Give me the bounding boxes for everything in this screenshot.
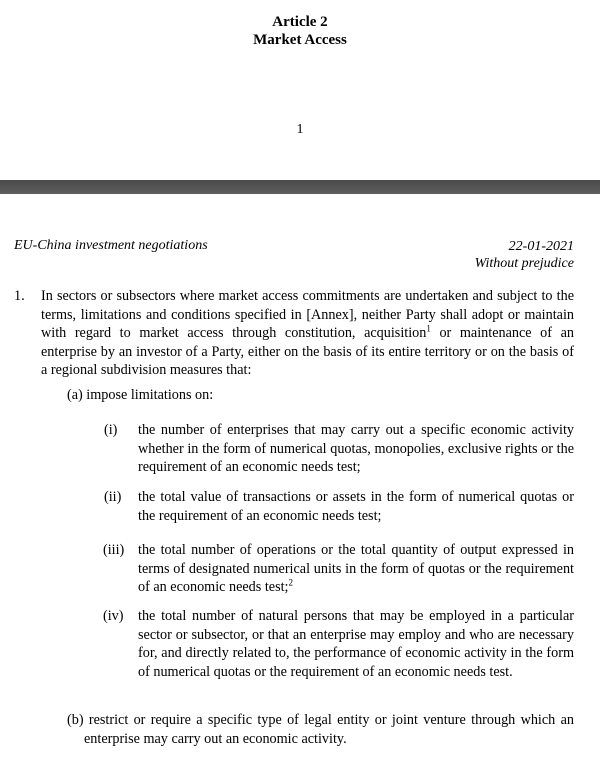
header-left: EU-China investment negotiations — [14, 238, 208, 253]
sub-a-text: (a) impose limitations on: — [67, 387, 214, 403]
item-ii-text: the total value of transactions or assets in the form of numerical quotas or the requirement of an economic needs test; — [138, 489, 574, 524]
footnote-ref-1: 1 — [426, 323, 431, 334]
sub-b-text — [67, 711, 574, 748]
item-i-marker: (i) — [104, 422, 118, 438]
item-iv-marker: (iv) — [103, 608, 124, 624]
item-i-text: the number of enterprises that may carry out a specific economic activity whether in the form of numerical quotas, monopolies, exclusive rights or the requirement of an economic needs test; — [138, 422, 574, 475]
article-subtitle: Market Access — [253, 32, 347, 48]
header-note: Without prejudice — [474, 256, 574, 271]
item-iii-body: the total number of operations or the total quantity of output expressed in terms of designated numerical units in the form of quotas or the requirement of an economic needs test; — [138, 542, 574, 595]
page-top — [0, 0, 600, 180]
item-iv-text: the total number of natural persons that may be employed in a particular sector or subsector, or that an enterprise may employ and who are necessary for, and directly related to, the performance of economic activity in the form of numerical quotas or the requirement of an economic needs test. — [138, 608, 574, 680]
item-iii-text — [138, 541, 574, 597]
para1-text — [41, 287, 574, 380]
page-break-divider — [0, 180, 600, 194]
article-title: Article 2 — [272, 14, 328, 30]
page-number: 1 — [296, 122, 304, 137]
header-date: 22-01-2021 — [508, 239, 574, 254]
item-iii-marker: (iii) — [103, 542, 125, 558]
item-ii-marker: (ii) — [104, 489, 122, 505]
para1-text-b: or maintenance of an enterprise by an investor of a Party, either on the basis of its entire territory or on the basis of a regional subdivision measures that: — [41, 325, 575, 378]
header-right — [475, 238, 574, 272]
para1-text-a: In sectors or subsectors where market access commitments are undertaken and subject to the terms, limitations and conditions specified in [Annex], neither Party shall adopt or maintain with regard to market access through constitution, acquisition — [41, 288, 574, 341]
footnote-ref-2: 2 — [288, 577, 293, 588]
sub-b-body: (b) restrict or require a specific type of legal entity or joint venture through which an enterprise may carry out an economic activity. — [67, 712, 574, 747]
para1-number: 1. — [14, 288, 25, 304]
